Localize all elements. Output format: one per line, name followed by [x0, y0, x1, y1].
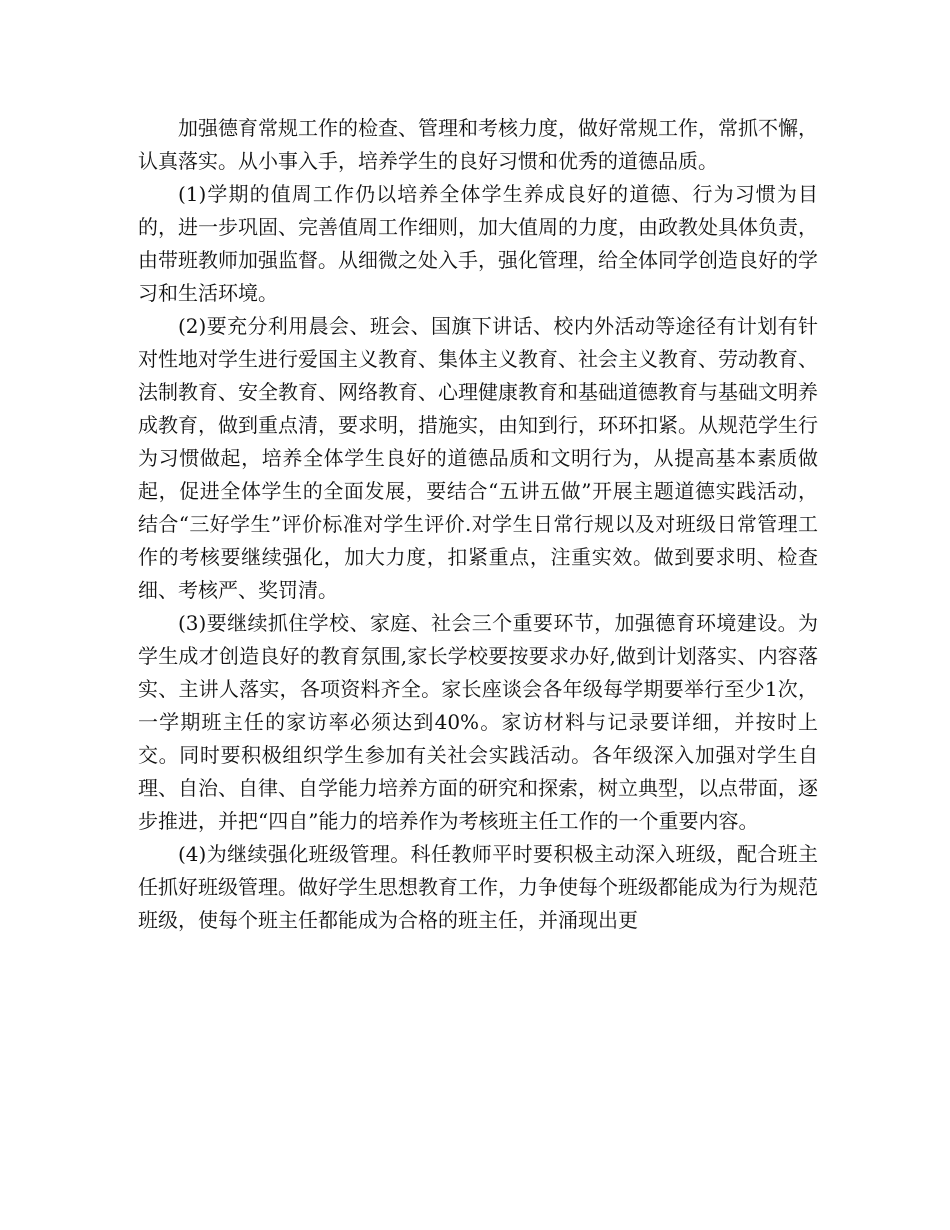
paragraph-item-4: (4)为继续强化班级管理。科任教师平时要积极主动深入班级，配合班主任抓好班级管理。做好学生思想教育工作，力争使每个班级都能成为行为规范班级，使每个班主任都能成为合格的班主任，并涌现出更: [138, 842, 818, 932]
document-page: [138, 112, 818, 937]
paragraph-item-2: (2)要充分利用晨会、班会、国旗下讲话、校内外活动等途径有计划有针对性地对学生进行爱国主义教育、集体主义教育、社会主义教育、劳动教育、法制教育、安全教育、网络教育、心理健康教育和基础道德教育与基础文明养成教育，做到重点清，要求明，措施实，由知到行，环环扣紧。从规范学生行为习惯做起，培养全体学生良好的道德品质和文明行为，从提高基本素质做起，促进全体学生的全面发展，要结合“五讲五做”开展主题道德实践活动，结合“三好学生”评价标准对学生评价.对学生日常行规以及对班级日常管理工作的考核要继续强化，加大力度，扣紧重点，注重实效。做到要求明、检查细、考核严、奖罚清。: [138, 314, 818, 602]
paragraph-intro: 加强德育常规工作的检查、管理和考核力度，做好常规工作，常抓不懈，认真落实。从小事入手，培养学生的良好习惯和优秀的道德品质。: [138, 116, 818, 173]
paragraph-item-1: (1)学期的值周工作仍以培养全体学生养成良好的道德、行为习惯为目的，进一步巩固、完善值周工作细则，加大值周的力度，由政教处具体负责，由带班教师加强监督。从细微之处入手，强化管理，给全体同学创造良好的学习和生活环境。: [138, 182, 818, 305]
paragraph-item-3: (3)要继续抓住学校、家庭、社会三个重要环节，加强德育环境建设。为学生成才创造良好的教育氛围,家长学校要按要求办好,做到计划落实、内容落实、主讲人落实，各项资料齐全。家长座谈会各年级每学期要举行至少1次，一学期班主任的家访率必须达到40%。家访材料与记录要详细，并按时上交。同时要积极组织学生参加有关社会实践活动。各年级深入加强对学生自理、自治、自律、自学能力培养方面的研究和探索，树立典型，以点带面，逐步推进，并把“四自”能力的培养作为考核班主任工作的一个重要内容。: [138, 611, 818, 833]
